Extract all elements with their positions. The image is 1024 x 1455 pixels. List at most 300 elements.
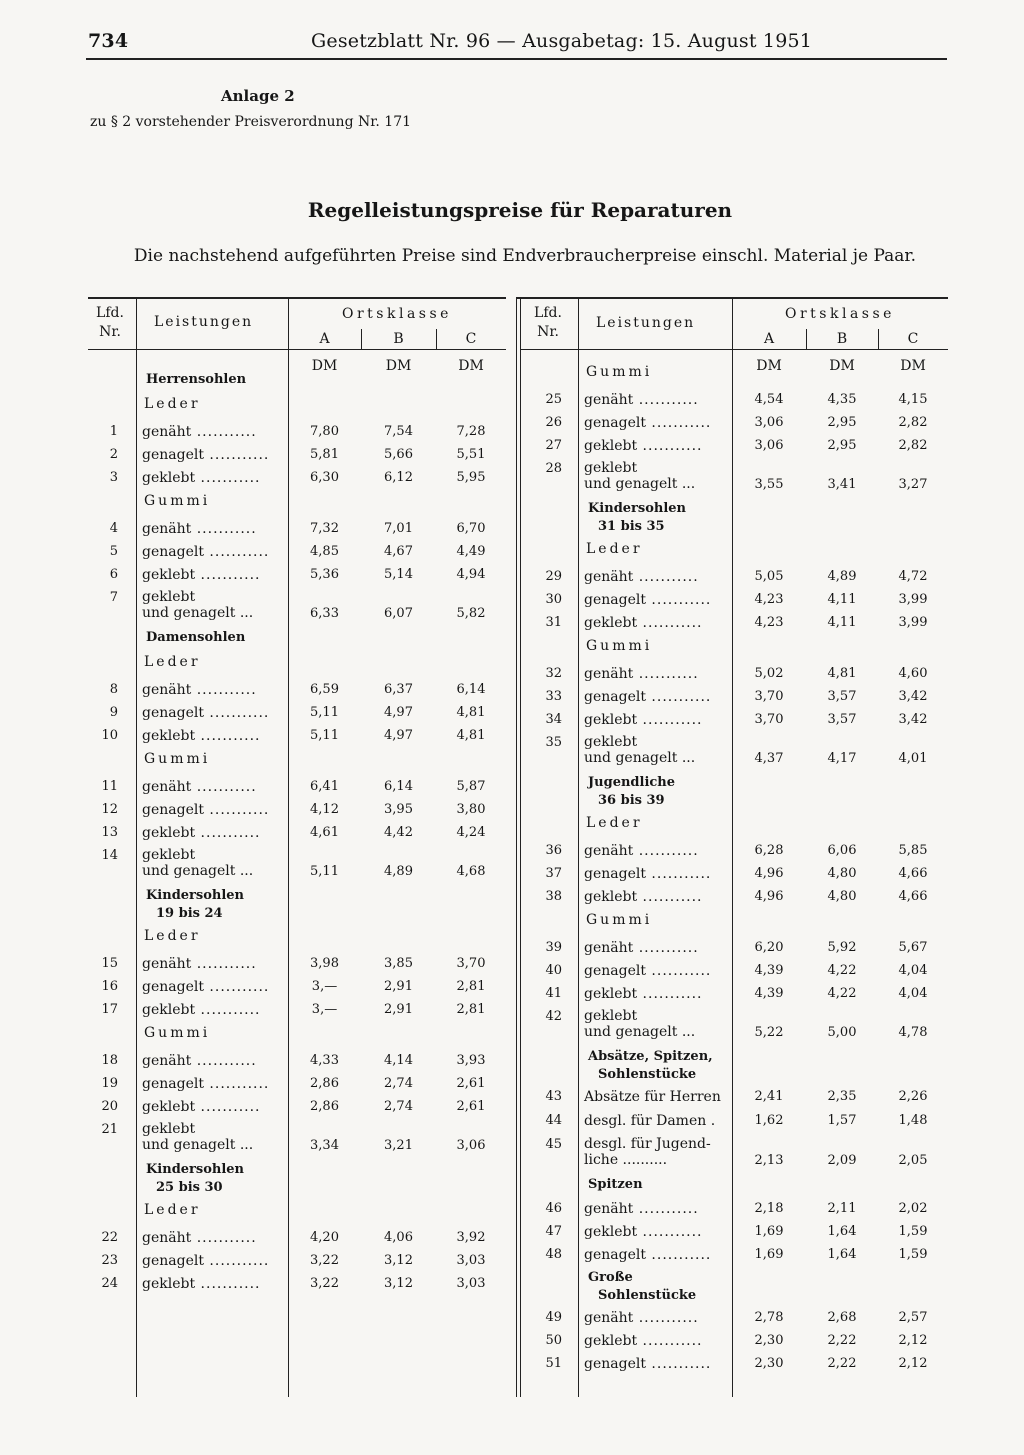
price-b: 4,67: [384, 544, 413, 559]
row-number: 28: [545, 461, 562, 476]
price-c: 4,60: [898, 666, 928, 681]
col-head-lfd: Lfd.: [534, 305, 562, 321]
price-c: 3,80: [456, 802, 486, 817]
price-c: 2,61: [456, 1099, 486, 1114]
price-c: 5,95: [456, 470, 486, 485]
price-a: 6,59: [310, 682, 339, 697]
row-number: 38: [545, 889, 562, 904]
service-label: genagelt .....: [142, 543, 269, 561]
row-number: 3: [109, 470, 118, 485]
row-number: 27: [545, 438, 562, 453]
service-label: genäht .....: [142, 955, 257, 973]
row-number: 30: [545, 592, 562, 607]
section-title-line2: 36 bis 39: [598, 793, 665, 808]
price-c: 5,51: [456, 447, 486, 462]
price-a: 7,80: [310, 424, 339, 439]
price-c: 5,85: [898, 843, 928, 858]
price-a: 2,78: [754, 1310, 784, 1325]
price-a: 4,85: [310, 544, 339, 559]
material-label: Leder: [144, 928, 201, 944]
service-label-line2: und genagelt ...: [142, 1137, 254, 1153]
row-number: 14: [101, 848, 118, 863]
price-c: 4,01: [898, 751, 928, 766]
service-label: genagelt .....: [584, 1355, 711, 1373]
price-b: 2,95: [827, 415, 857, 430]
price-c: 1,48: [898, 1113, 928, 1128]
service-label-line2: liche ..........: [584, 1152, 668, 1168]
price-a: 4,39: [754, 963, 784, 978]
price-c: 1,59: [898, 1224, 928, 1239]
col-head-nr: Nr.: [99, 324, 121, 340]
material-label: Gummi: [586, 912, 653, 928]
unit-a: DM: [311, 358, 338, 374]
row-number: 35: [545, 735, 562, 750]
service-label: genäht .....: [142, 520, 257, 538]
material-label: Gummi: [144, 751, 211, 767]
col-head-c: C: [907, 331, 919, 347]
price-a: 4,37: [754, 751, 784, 766]
service-label: geklebt: [584, 460, 638, 476]
price-a: 3,55: [754, 477, 784, 492]
price-a: 4,96: [754, 866, 784, 881]
service-label: genäht .....: [142, 778, 257, 796]
price-c: 5,82: [456, 606, 486, 621]
price-table-right: [516, 297, 948, 1407]
price-b: 4,06: [384, 1230, 413, 1245]
price-b: 7,01: [384, 521, 413, 536]
price-b: 4,14: [384, 1053, 413, 1068]
header-bottom-rule: [88, 349, 506, 350]
price-c: 4,04: [898, 986, 928, 1001]
price-a: 4,23: [754, 592, 784, 607]
price-a: 2,13: [754, 1153, 784, 1168]
material-label: Gummi: [144, 493, 211, 509]
service-label: genagelt .....: [142, 1075, 269, 1093]
price-a: 5,05: [754, 569, 784, 584]
price-b: 4,89: [384, 864, 413, 879]
price-b: 6,37: [384, 682, 413, 697]
price-c: 4,66: [898, 866, 928, 881]
page-number: 734: [88, 30, 129, 52]
section-title-line2: 25 bis 30: [156, 1180, 223, 1195]
price-a: 4,23: [754, 615, 784, 630]
section-title: Jugendliche: [588, 775, 676, 790]
price-c: 3,70: [456, 956, 486, 971]
price-a: 6,41: [310, 779, 339, 794]
price-c: 2,81: [456, 979, 486, 994]
service-label: genagelt .....: [584, 591, 711, 609]
price-c: 3,42: [898, 712, 928, 727]
price-a: 3,—: [311, 1002, 338, 1017]
service-label-line2: und genagelt ...: [142, 863, 254, 879]
row-number: 24: [101, 1276, 118, 1291]
row-number: 16: [101, 979, 118, 994]
row-number: 26: [545, 415, 562, 430]
section-title: Absätze, Spitzen,: [588, 1049, 713, 1064]
price-a: 5,11: [310, 728, 339, 743]
col-head-leistungen: Leistungen: [154, 314, 254, 330]
price-b: 3,95: [384, 802, 413, 817]
col-head-leistungen: Leistungen: [596, 315, 696, 331]
material-label: Gummi: [586, 364, 653, 380]
material-label: Gummi: [144, 1025, 211, 1041]
row-number: 39: [545, 940, 562, 955]
row-number: 8: [109, 682, 118, 697]
section-title-line2: Sohlenstücke: [598, 1288, 697, 1303]
service-label-line2: und genagelt ...: [584, 1024, 696, 1040]
col-head-lfd: Lfd.: [96, 305, 124, 321]
material-label: Leder: [144, 1202, 201, 1218]
service-label-line2: und genagelt ...: [142, 605, 254, 621]
unit-c: DM: [900, 358, 926, 374]
service-label-line2: und genagelt ...: [584, 750, 696, 766]
price-b: 3,21: [384, 1138, 413, 1153]
price-a: 5,22: [754, 1025, 784, 1040]
price-b: 3,85: [384, 956, 413, 971]
header-bottom-rule: [520, 349, 948, 350]
price-b: 5,00: [827, 1025, 857, 1040]
row-number: 40: [545, 963, 562, 978]
price-b: 3,41: [827, 477, 857, 492]
price-b: 5,66: [384, 447, 413, 462]
page-subtitle: Die nachstehend aufgeführten Preise sind Endverbraucherpreise einschl. Material je Paar.: [133, 246, 917, 266]
material-label: Leder: [586, 815, 643, 831]
service-label: geklebt .....: [584, 614, 703, 632]
service-label-line2: und genagelt ...: [584, 476, 696, 492]
price-c: 2,82: [898, 415, 928, 430]
price-b: 2,09: [827, 1153, 857, 1168]
price-a: 4,20: [310, 1230, 339, 1245]
row-number: 29: [545, 569, 562, 584]
price-c: 4,72: [898, 569, 928, 584]
column-divider: [136, 297, 137, 1397]
row-number: 43: [545, 1089, 562, 1104]
row-number: 49: [545, 1310, 562, 1325]
price-c: 4,15: [898, 392, 928, 407]
price-a: 4,12: [310, 802, 339, 817]
service-label: genäht .....: [584, 1309, 699, 1327]
row-number: 6: [109, 567, 118, 582]
price-c: 3,03: [456, 1253, 486, 1268]
price-a: 6,30: [310, 470, 339, 485]
page-title: Regelleistungspreise für Reparaturen: [307, 198, 733, 222]
service-label: geklebt: [142, 589, 196, 605]
price-b: 4,35: [827, 392, 857, 407]
row-number: 20: [101, 1099, 118, 1114]
service-label: geklebt: [142, 847, 196, 863]
section-title: Große: [588, 1270, 633, 1285]
price-a: 1,69: [754, 1247, 784, 1262]
row-number: 13: [101, 825, 118, 840]
price-c: 4,66: [898, 889, 928, 904]
col-head-a: A: [763, 331, 775, 347]
price-b: 4,80: [827, 889, 857, 904]
section-title-line2: Sohlenstücke: [598, 1067, 697, 1082]
section-title-line2: 19 bis 24: [156, 906, 223, 921]
service-label: geklebt .....: [142, 1098, 261, 1116]
price-a: 2,18: [754, 1201, 784, 1216]
price-b: 3,12: [384, 1276, 413, 1291]
price-c: 6,14: [456, 682, 486, 697]
service-label: genäht .....: [584, 391, 699, 409]
row-number: 31: [545, 615, 562, 630]
price-b: 2,22: [827, 1356, 857, 1371]
unit-b: DM: [385, 358, 412, 374]
material-label: Leder: [144, 654, 201, 670]
price-c: 3,99: [898, 592, 928, 607]
price-a: 2,86: [310, 1099, 339, 1114]
price-c: 5,87: [456, 779, 486, 794]
material-label: Leder: [586, 541, 643, 557]
unit-a: DM: [756, 358, 782, 374]
price-b: 6,14: [384, 779, 413, 794]
service-label: genagelt .....: [584, 414, 711, 432]
service-label: geklebt .....: [142, 1275, 261, 1293]
price-a: 1,69: [754, 1224, 784, 1239]
row-number: 41: [545, 986, 562, 1001]
section-title: Herrensohlen: [146, 372, 247, 387]
price-a: 3,22: [310, 1276, 339, 1291]
price-a: 2,30: [754, 1333, 784, 1348]
price-c: 2,57: [898, 1310, 928, 1325]
section-title: Kindersohlen: [146, 888, 245, 903]
row-number: 22: [101, 1230, 118, 1245]
price-b: 4,80: [827, 866, 857, 881]
price-b: 4,97: [384, 705, 413, 720]
price-b: 3,57: [827, 689, 857, 704]
price-c: 4,49: [456, 544, 486, 559]
service-label: genäht .....: [584, 665, 699, 683]
row-number: 1: [109, 424, 118, 439]
row-number: 34: [545, 712, 562, 727]
price-b: 6,12: [384, 470, 413, 485]
service-label: genäht .....: [142, 681, 257, 699]
price-a: 5,81: [310, 447, 339, 462]
service-label: genagelt .....: [142, 801, 269, 819]
price-b: 6,07: [384, 606, 413, 621]
row-number: 4: [109, 521, 118, 536]
row-number: 36: [545, 843, 562, 858]
section-title: Kindersohlen: [146, 1162, 245, 1177]
service-label: geklebt .....: [584, 1332, 703, 1350]
price-a: 3,34: [310, 1138, 339, 1153]
price-c: 2,26: [898, 1089, 928, 1104]
service-label: genagelt .....: [584, 865, 711, 883]
price-c: 4,04: [898, 963, 928, 978]
service-label: geklebt .....: [142, 1001, 261, 1019]
service-label: genäht .....: [584, 939, 699, 957]
unit-b: DM: [829, 358, 855, 374]
row-number: 33: [545, 689, 562, 704]
price-b: 2,35: [827, 1089, 857, 1104]
service-label: geklebt .....: [584, 1223, 703, 1241]
col-head-c: C: [465, 331, 477, 347]
service-label: genagelt .....: [584, 962, 711, 980]
service-label: geklebt: [584, 734, 638, 750]
service-label: genäht .....: [142, 1052, 257, 1070]
service-label: genäht .....: [584, 1200, 699, 1218]
price-c: 3,42: [898, 689, 928, 704]
price-b: 6,06: [827, 843, 857, 858]
price-c: 4,24: [456, 825, 486, 840]
price-a: 3,—: [311, 979, 338, 994]
price-a: 3,98: [310, 956, 339, 971]
row-number: 48: [545, 1247, 562, 1262]
service-label: geklebt: [142, 1121, 196, 1137]
service-label: genagelt .....: [142, 704, 269, 722]
col-head-a: A: [319, 331, 330, 347]
price-b: 4,22: [827, 963, 857, 978]
price-b: 4,81: [827, 666, 857, 681]
price-a: 4,39: [754, 986, 784, 1001]
price-a: 4,33: [310, 1053, 339, 1068]
price-a: 1,62: [754, 1113, 784, 1128]
row-number: 50: [545, 1333, 562, 1348]
service-label: geklebt .....: [142, 469, 261, 487]
price-c: 1,59: [898, 1247, 928, 1262]
price-a: 3,06: [754, 415, 784, 430]
row-number: 11: [101, 779, 118, 794]
price-a: 2,30: [754, 1356, 784, 1371]
price-b: 7,54: [384, 424, 413, 439]
price-b: 4,42: [384, 825, 413, 840]
service-label: genäht .....: [584, 842, 699, 860]
price-b: 4,97: [384, 728, 413, 743]
col-head-ortsklasse: Ortsklasse: [342, 306, 452, 322]
service-label: geklebt .....: [142, 566, 261, 584]
price-b: 2,11: [827, 1201, 857, 1216]
price-c: 2,12: [898, 1356, 928, 1371]
price-b: 5,14: [384, 567, 413, 582]
price-b: 1,64: [827, 1224, 857, 1239]
price-c: 3,06: [456, 1138, 486, 1153]
service-label: geklebt .....: [142, 824, 261, 842]
price-b: 4,11: [827, 615, 857, 630]
price-c: 3,27: [898, 477, 928, 492]
row-number: 2: [109, 447, 118, 462]
service-label: geklebt .....: [142, 727, 261, 745]
price-a: 5,11: [310, 864, 339, 879]
service-label: genagelt .....: [142, 446, 269, 464]
price-b: 2,91: [384, 979, 413, 994]
service-label: genäht .....: [584, 568, 699, 586]
row-number: 21: [101, 1122, 118, 1137]
section-title-line2: 31 bis 35: [598, 519, 665, 534]
price-c: 2,12: [898, 1333, 928, 1348]
price-a: 3,70: [754, 689, 784, 704]
price-b: 2,22: [827, 1333, 857, 1348]
material-label: Leder: [144, 396, 201, 412]
price-a: 4,96: [754, 889, 784, 904]
row-number: 17: [101, 1002, 118, 1017]
row-number: 15: [101, 956, 118, 971]
table-top-rule: [88, 297, 506, 299]
price-b: 4,22: [827, 986, 857, 1001]
price-c: 4,81: [456, 728, 486, 743]
section-title: Kindersohlen: [588, 501, 687, 516]
service-label: Absätze für Herren: [584, 1089, 721, 1105]
price-a: 6,20: [754, 940, 784, 955]
price-b: 2,74: [384, 1076, 413, 1091]
service-label: geklebt .....: [584, 437, 703, 455]
price-b: 1,57: [827, 1113, 857, 1128]
col-head-b: B: [836, 331, 848, 347]
price-b: 4,11: [827, 592, 857, 607]
service-label: genagelt .....: [584, 688, 711, 706]
price-c: 5,67: [898, 940, 928, 955]
price-c: 3,93: [456, 1053, 486, 1068]
unit-c: DM: [458, 358, 484, 374]
service-label: genagelt .....: [584, 1246, 711, 1264]
price-b: 4,89: [827, 569, 857, 584]
row-number: 9: [109, 705, 118, 720]
price-a: 5,02: [754, 666, 784, 681]
service-label: genagelt .....: [142, 978, 269, 996]
service-label: geklebt .....: [584, 985, 703, 1003]
row-number: 23: [101, 1253, 118, 1268]
row-number: 12: [101, 802, 118, 817]
price-a: 5,11: [310, 705, 339, 720]
service-label: genäht .....: [142, 1229, 257, 1247]
row-number: 5: [109, 544, 118, 559]
price-a: 5,36: [310, 567, 339, 582]
price-c: 3,03: [456, 1276, 486, 1291]
section-title: Spitzen: [588, 1177, 643, 1192]
price-c: 4,68: [456, 864, 486, 879]
row-number: 44: [545, 1113, 562, 1128]
row-number: 45: [545, 1137, 562, 1152]
gazette-header: Gesetzblatt Nr. 96 — Ausgabetag: 15. August 1951: [311, 30, 813, 52]
price-a: 3,22: [310, 1253, 339, 1268]
row-number: 47: [545, 1224, 562, 1239]
price-b: 2,95: [827, 438, 857, 453]
price-c: 2,61: [456, 1076, 486, 1091]
price-c: 2,02: [898, 1201, 928, 1216]
row-number: 18: [101, 1053, 118, 1068]
price-b: 1,64: [827, 1247, 857, 1262]
service-label: geklebt: [584, 1008, 638, 1024]
price-b: 5,92: [827, 940, 857, 955]
price-a: 6,33: [310, 606, 339, 621]
price-a: 4,61: [310, 825, 339, 840]
price-c: 6,70: [456, 521, 486, 536]
price-b: 4,17: [827, 751, 857, 766]
price-a: 7,32: [310, 521, 339, 536]
price-c: 4,78: [898, 1025, 928, 1040]
service-label: geklebt .....: [584, 888, 703, 906]
price-b: 3,57: [827, 712, 857, 727]
row-number: 37: [545, 866, 562, 881]
price-b: 2,68: [827, 1310, 857, 1325]
row-number: 7: [109, 590, 118, 605]
price-a: 3,06: [754, 438, 784, 453]
row-number: 42: [545, 1009, 562, 1024]
service-label: geklebt .....: [584, 711, 703, 729]
row-number: 19: [101, 1076, 118, 1091]
annex-title: Anlage 2: [221, 87, 295, 105]
price-a: 2,86: [310, 1076, 339, 1091]
price-c: 7,28: [456, 424, 486, 439]
price-c: 2,05: [898, 1153, 928, 1168]
column-divider: [578, 297, 579, 1397]
service-label: desgl. für Jugend-: [584, 1136, 711, 1152]
price-b: 2,74: [384, 1099, 413, 1114]
row-number: 32: [545, 666, 562, 681]
price-c: 2,81: [456, 1002, 486, 1017]
col-head-ortsklasse: Ortsklasse: [785, 306, 895, 322]
price-c: 3,99: [898, 615, 928, 630]
row-number: 25: [545, 392, 562, 407]
